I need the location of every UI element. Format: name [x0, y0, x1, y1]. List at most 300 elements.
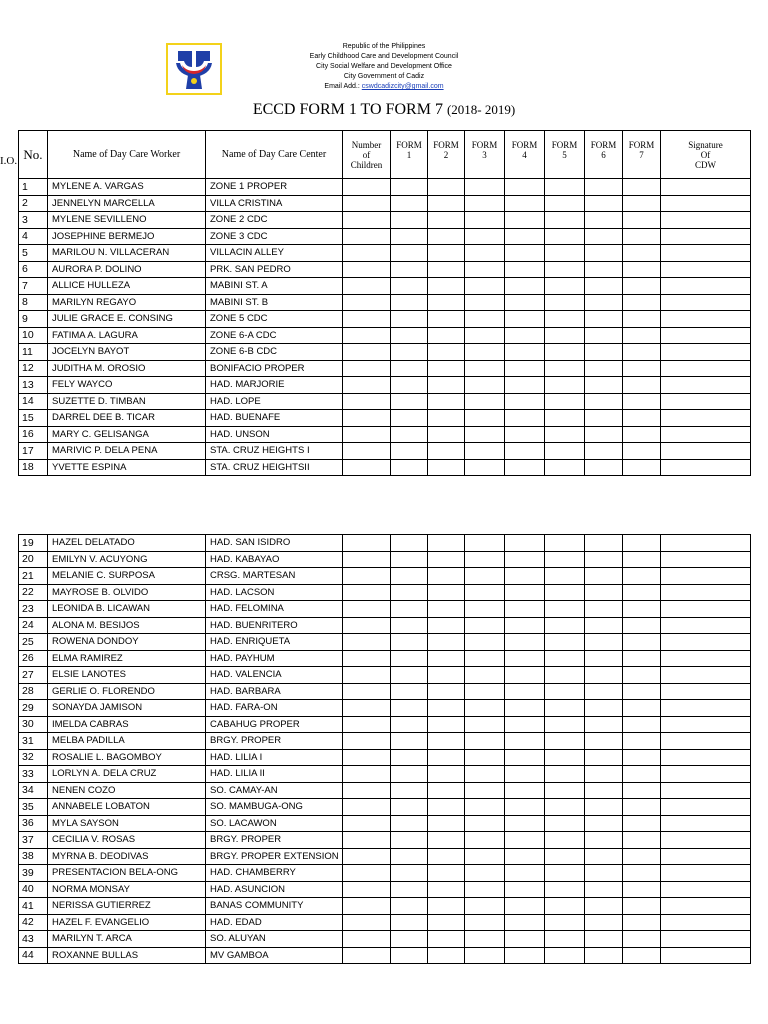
form5-cell[interactable]: [545, 568, 585, 585]
form7-cell[interactable]: [623, 865, 661, 882]
form4-cell[interactable]: [505, 749, 545, 766]
form7-cell[interactable]: [623, 551, 661, 568]
form4-cell[interactable]: [505, 426, 545, 443]
form6-cell[interactable]: [585, 278, 623, 295]
form5-cell[interactable]: [545, 931, 585, 948]
form5-cell[interactable]: [545, 634, 585, 651]
form7-cell[interactable]: [623, 426, 661, 443]
form2-cell[interactable]: [428, 601, 465, 618]
form2-cell[interactable]: [428, 799, 465, 816]
form7-cell[interactable]: [623, 749, 661, 766]
form5-cell[interactable]: [545, 716, 585, 733]
form2-cell[interactable]: [428, 815, 465, 832]
form5-cell[interactable]: [545, 733, 585, 750]
form7-cell[interactable]: [623, 584, 661, 601]
form3-cell[interactable]: [465, 832, 505, 849]
form4-cell[interactable]: [505, 212, 545, 229]
form4-cell[interactable]: [505, 898, 545, 915]
children-cell[interactable]: [343, 245, 391, 262]
form1-cell[interactable]: [391, 377, 428, 394]
form2-cell[interactable]: [428, 881, 465, 898]
form5-cell[interactable]: [545, 551, 585, 568]
form3-cell[interactable]: [465, 848, 505, 865]
form6-cell[interactable]: [585, 782, 623, 799]
form3-cell[interactable]: [465, 931, 505, 948]
form3-cell[interactable]: [465, 228, 505, 245]
form7-cell[interactable]: [623, 766, 661, 783]
form4-cell[interactable]: [505, 228, 545, 245]
form6-cell[interactable]: [585, 601, 623, 618]
form6-cell[interactable]: [585, 568, 623, 585]
children-cell[interactable]: [343, 832, 391, 849]
form4-cell[interactable]: [505, 650, 545, 667]
form1-cell[interactable]: [391, 634, 428, 651]
form6-cell[interactable]: [585, 311, 623, 328]
form2-cell[interactable]: [428, 700, 465, 717]
children-cell[interactable]: [343, 426, 391, 443]
signature-cell[interactable]: [661, 617, 751, 634]
form5-cell[interactable]: [545, 311, 585, 328]
form1-cell[interactable]: [391, 459, 428, 476]
children-cell[interactable]: [343, 683, 391, 700]
form1-cell[interactable]: [391, 551, 428, 568]
children-cell[interactable]: [343, 716, 391, 733]
children-cell[interactable]: [343, 914, 391, 931]
form6-cell[interactable]: [585, 393, 623, 410]
form7-cell[interactable]: [623, 650, 661, 667]
children-cell[interactable]: [343, 766, 391, 783]
signature-cell[interactable]: [661, 914, 751, 931]
form1-cell[interactable]: [391, 584, 428, 601]
children-cell[interactable]: [343, 459, 391, 476]
form6-cell[interactable]: [585, 195, 623, 212]
form3-cell[interactable]: [465, 311, 505, 328]
form5-cell[interactable]: [545, 848, 585, 865]
signature-cell[interactable]: [661, 650, 751, 667]
children-cell[interactable]: [343, 360, 391, 377]
form2-cell[interactable]: [428, 782, 465, 799]
children-cell[interactable]: [343, 584, 391, 601]
children-cell[interactable]: [343, 228, 391, 245]
form1-cell[interactable]: [391, 601, 428, 618]
form2-cell[interactable]: [428, 848, 465, 865]
form1-cell[interactable]: [391, 535, 428, 552]
children-cell[interactable]: [343, 815, 391, 832]
form3-cell[interactable]: [465, 195, 505, 212]
children-cell[interactable]: [343, 261, 391, 278]
children-cell[interactable]: [343, 535, 391, 552]
form7-cell[interactable]: [623, 459, 661, 476]
form3-cell[interactable]: [465, 278, 505, 295]
form7-cell[interactable]: [623, 195, 661, 212]
form5-cell[interactable]: [545, 749, 585, 766]
signature-cell[interactable]: [661, 667, 751, 684]
form5-cell[interactable]: [545, 278, 585, 295]
form3-cell[interactable]: [465, 683, 505, 700]
form6-cell[interactable]: [585, 535, 623, 552]
form3-cell[interactable]: [465, 947, 505, 964]
form1-cell[interactable]: [391, 278, 428, 295]
form7-cell[interactable]: [623, 683, 661, 700]
form3-cell[interactable]: [465, 634, 505, 651]
form3-cell[interactable]: [465, 601, 505, 618]
form6-cell[interactable]: [585, 443, 623, 460]
children-cell[interactable]: [343, 551, 391, 568]
form5-cell[interactable]: [545, 898, 585, 915]
children-cell[interactable]: [343, 377, 391, 394]
form4-cell[interactable]: [505, 311, 545, 328]
form5-cell[interactable]: [545, 815, 585, 832]
form7-cell[interactable]: [623, 914, 661, 931]
form6-cell[interactable]: [585, 377, 623, 394]
form4-cell[interactable]: [505, 443, 545, 460]
form6-cell[interactable]: [585, 294, 623, 311]
signature-cell[interactable]: [661, 245, 751, 262]
form7-cell[interactable]: [623, 931, 661, 948]
signature-cell[interactable]: [661, 360, 751, 377]
form6-cell[interactable]: [585, 716, 623, 733]
form6-cell[interactable]: [585, 766, 623, 783]
form6-cell[interactable]: [585, 931, 623, 948]
signature-cell[interactable]: [661, 393, 751, 410]
children-cell[interactable]: [343, 782, 391, 799]
signature-cell[interactable]: [661, 568, 751, 585]
form3-cell[interactable]: [465, 584, 505, 601]
form6-cell[interactable]: [585, 261, 623, 278]
form3-cell[interactable]: [465, 716, 505, 733]
form2-cell[interactable]: [428, 683, 465, 700]
form1-cell[interactable]: [391, 782, 428, 799]
signature-cell[interactable]: [661, 551, 751, 568]
form1-cell[interactable]: [391, 426, 428, 443]
form1-cell[interactable]: [391, 393, 428, 410]
form2-cell[interactable]: [428, 535, 465, 552]
form4-cell[interactable]: [505, 782, 545, 799]
children-cell[interactable]: [343, 195, 391, 212]
form1-cell[interactable]: [391, 443, 428, 460]
signature-cell[interactable]: [661, 228, 751, 245]
form4-cell[interactable]: [505, 245, 545, 262]
form6-cell[interactable]: [585, 584, 623, 601]
signature-cell[interactable]: [661, 327, 751, 344]
form4-cell[interactable]: [505, 568, 545, 585]
form4-cell[interactable]: [505, 601, 545, 618]
form4-cell[interactable]: [505, 931, 545, 948]
form5-cell[interactable]: [545, 601, 585, 618]
form6-cell[interactable]: [585, 733, 623, 750]
form7-cell[interactable]: [623, 360, 661, 377]
signature-cell[interactable]: [661, 683, 751, 700]
form4-cell[interactable]: [505, 535, 545, 552]
form1-cell[interactable]: [391, 327, 428, 344]
form1-cell[interactable]: [391, 568, 428, 585]
form1-cell[interactable]: [391, 344, 428, 361]
form4-cell[interactable]: [505, 551, 545, 568]
form5-cell[interactable]: [545, 228, 585, 245]
signature-cell[interactable]: [661, 426, 751, 443]
form2-cell[interactable]: [428, 459, 465, 476]
form1-cell[interactable]: [391, 865, 428, 882]
form6-cell[interactable]: [585, 327, 623, 344]
form4-cell[interactable]: [505, 634, 545, 651]
form5-cell[interactable]: [545, 667, 585, 684]
form1-cell[interactable]: [391, 700, 428, 717]
signature-cell[interactable]: [661, 898, 751, 915]
form1-cell[interactable]: [391, 179, 428, 196]
form4-cell[interactable]: [505, 667, 545, 684]
signature-cell[interactable]: [661, 881, 751, 898]
form2-cell[interactable]: [428, 568, 465, 585]
children-cell[interactable]: [343, 947, 391, 964]
form2-cell[interactable]: [428, 716, 465, 733]
form5-cell[interactable]: [545, 683, 585, 700]
form5-cell[interactable]: [545, 195, 585, 212]
form5-cell[interactable]: [545, 782, 585, 799]
form2-cell[interactable]: [428, 344, 465, 361]
children-cell[interactable]: [343, 393, 391, 410]
children-cell[interactable]: [343, 848, 391, 865]
signature-cell[interactable]: [661, 700, 751, 717]
form7-cell[interactable]: [623, 535, 661, 552]
form3-cell[interactable]: [465, 535, 505, 552]
form6-cell[interactable]: [585, 634, 623, 651]
form3-cell[interactable]: [465, 393, 505, 410]
form4-cell[interactable]: [505, 815, 545, 832]
signature-cell[interactable]: [661, 947, 751, 964]
form2-cell[interactable]: [428, 294, 465, 311]
form4-cell[interactable]: [505, 683, 545, 700]
form1-cell[interactable]: [391, 799, 428, 816]
form3-cell[interactable]: [465, 261, 505, 278]
signature-cell[interactable]: [661, 344, 751, 361]
form6-cell[interactable]: [585, 914, 623, 931]
form7-cell[interactable]: [623, 898, 661, 915]
form7-cell[interactable]: [623, 311, 661, 328]
form6-cell[interactable]: [585, 832, 623, 849]
form7-cell[interactable]: [623, 377, 661, 394]
form7-cell[interactable]: [623, 294, 661, 311]
form6-cell[interactable]: [585, 228, 623, 245]
children-cell[interactable]: [343, 898, 391, 915]
form1-cell[interactable]: [391, 195, 428, 212]
form3-cell[interactable]: [465, 782, 505, 799]
form6-cell[interactable]: [585, 848, 623, 865]
signature-cell[interactable]: [661, 459, 751, 476]
form6-cell[interactable]: [585, 683, 623, 700]
children-cell[interactable]: [343, 294, 391, 311]
children-cell[interactable]: [343, 865, 391, 882]
form1-cell[interactable]: [391, 617, 428, 634]
signature-cell[interactable]: [661, 815, 751, 832]
form7-cell[interactable]: [623, 212, 661, 229]
form1-cell[interactable]: [391, 212, 428, 229]
form4-cell[interactable]: [505, 195, 545, 212]
form5-cell[interactable]: [545, 584, 585, 601]
form6-cell[interactable]: [585, 881, 623, 898]
form4-cell[interactable]: [505, 459, 545, 476]
children-cell[interactable]: [343, 700, 391, 717]
form3-cell[interactable]: [465, 898, 505, 915]
signature-cell[interactable]: [661, 179, 751, 196]
form7-cell[interactable]: [623, 568, 661, 585]
form5-cell[interactable]: [545, 766, 585, 783]
form5-cell[interactable]: [545, 410, 585, 427]
form3-cell[interactable]: [465, 799, 505, 816]
form5-cell[interactable]: [545, 914, 585, 931]
children-cell[interactable]: [343, 799, 391, 816]
form7-cell[interactable]: [623, 601, 661, 618]
form6-cell[interactable]: [585, 212, 623, 229]
children-cell[interactable]: [343, 443, 391, 460]
children-cell[interactable]: [343, 650, 391, 667]
children-cell[interactable]: [343, 617, 391, 634]
signature-cell[interactable]: [661, 410, 751, 427]
form4-cell[interactable]: [505, 766, 545, 783]
form1-cell[interactable]: [391, 410, 428, 427]
form2-cell[interactable]: [428, 212, 465, 229]
children-cell[interactable]: [343, 749, 391, 766]
form5-cell[interactable]: [545, 535, 585, 552]
form5-cell[interactable]: [545, 865, 585, 882]
form1-cell[interactable]: [391, 766, 428, 783]
signature-cell[interactable]: [661, 865, 751, 882]
form6-cell[interactable]: [585, 947, 623, 964]
form5-cell[interactable]: [545, 799, 585, 816]
form2-cell[interactable]: [428, 898, 465, 915]
form1-cell[interactable]: [391, 898, 428, 915]
form3-cell[interactable]: [465, 766, 505, 783]
form1-cell[interactable]: [391, 311, 428, 328]
form3-cell[interactable]: [465, 327, 505, 344]
signature-cell[interactable]: [661, 195, 751, 212]
form7-cell[interactable]: [623, 947, 661, 964]
form6-cell[interactable]: [585, 749, 623, 766]
form7-cell[interactable]: [623, 617, 661, 634]
form5-cell[interactable]: [545, 947, 585, 964]
form7-cell[interactable]: [623, 443, 661, 460]
form4-cell[interactable]: [505, 617, 545, 634]
form5-cell[interactable]: [545, 393, 585, 410]
form3-cell[interactable]: [465, 426, 505, 443]
form4-cell[interactable]: [505, 584, 545, 601]
form7-cell[interactable]: [623, 848, 661, 865]
signature-cell[interactable]: [661, 443, 751, 460]
form6-cell[interactable]: [585, 360, 623, 377]
form1-cell[interactable]: [391, 914, 428, 931]
form6-cell[interactable]: [585, 667, 623, 684]
form5-cell[interactable]: [545, 245, 585, 262]
form7-cell[interactable]: [623, 733, 661, 750]
signature-cell[interactable]: [661, 832, 751, 849]
signature-cell[interactable]: [661, 848, 751, 865]
form2-cell[interactable]: [428, 245, 465, 262]
form3-cell[interactable]: [465, 865, 505, 882]
form7-cell[interactable]: [623, 278, 661, 295]
form4-cell[interactable]: [505, 327, 545, 344]
form2-cell[interactable]: [428, 426, 465, 443]
form2-cell[interactable]: [428, 667, 465, 684]
signature-cell[interactable]: [661, 294, 751, 311]
children-cell[interactable]: [343, 931, 391, 948]
form2-cell[interactable]: [428, 832, 465, 849]
children-cell[interactable]: [343, 212, 391, 229]
form7-cell[interactable]: [623, 881, 661, 898]
form4-cell[interactable]: [505, 294, 545, 311]
form5-cell[interactable]: [545, 179, 585, 196]
form6-cell[interactable]: [585, 799, 623, 816]
form2-cell[interactable]: [428, 733, 465, 750]
form7-cell[interactable]: [623, 782, 661, 799]
signature-cell[interactable]: [661, 799, 751, 816]
form5-cell[interactable]: [545, 881, 585, 898]
form7-cell[interactable]: [623, 832, 661, 849]
form5-cell[interactable]: [545, 377, 585, 394]
form4-cell[interactable]: [505, 848, 545, 865]
form1-cell[interactable]: [391, 261, 428, 278]
form7-cell[interactable]: [623, 261, 661, 278]
email-link[interactable]: cswdcadizcity@gmail.com: [361, 83, 444, 90]
children-cell[interactable]: [343, 634, 391, 651]
form1-cell[interactable]: [391, 245, 428, 262]
form5-cell[interactable]: [545, 617, 585, 634]
form6-cell[interactable]: [585, 898, 623, 915]
form5-cell[interactable]: [545, 294, 585, 311]
form4-cell[interactable]: [505, 410, 545, 427]
form4-cell[interactable]: [505, 865, 545, 882]
children-cell[interactable]: [343, 733, 391, 750]
children-cell[interactable]: [343, 278, 391, 295]
form5-cell[interactable]: [545, 459, 585, 476]
children-cell[interactable]: [343, 327, 391, 344]
form7-cell[interactable]: [623, 716, 661, 733]
form1-cell[interactable]: [391, 294, 428, 311]
form7-cell[interactable]: [623, 667, 661, 684]
signature-cell[interactable]: [661, 634, 751, 651]
signature-cell[interactable]: [661, 311, 751, 328]
form2-cell[interactable]: [428, 634, 465, 651]
signature-cell[interactable]: [661, 212, 751, 229]
form3-cell[interactable]: [465, 360, 505, 377]
form4-cell[interactable]: [505, 947, 545, 964]
children-cell[interactable]: [343, 667, 391, 684]
form6-cell[interactable]: [585, 426, 623, 443]
form3-cell[interactable]: [465, 667, 505, 684]
form1-cell[interactable]: [391, 815, 428, 832]
form1-cell[interactable]: [391, 650, 428, 667]
form2-cell[interactable]: [428, 766, 465, 783]
form7-cell[interactable]: [623, 327, 661, 344]
children-cell[interactable]: [343, 410, 391, 427]
form2-cell[interactable]: [428, 261, 465, 278]
form6-cell[interactable]: [585, 344, 623, 361]
form3-cell[interactable]: [465, 617, 505, 634]
form4-cell[interactable]: [505, 344, 545, 361]
form1-cell[interactable]: [391, 832, 428, 849]
form6-cell[interactable]: [585, 700, 623, 717]
form2-cell[interactable]: [428, 393, 465, 410]
children-cell[interactable]: [343, 881, 391, 898]
form7-cell[interactable]: [623, 410, 661, 427]
form7-cell[interactable]: [623, 634, 661, 651]
form2-cell[interactable]: [428, 360, 465, 377]
form6-cell[interactable]: [585, 815, 623, 832]
form3-cell[interactable]: [465, 650, 505, 667]
form6-cell[interactable]: [585, 459, 623, 476]
form3-cell[interactable]: [465, 749, 505, 766]
form2-cell[interactable]: [428, 327, 465, 344]
children-cell[interactable]: [343, 179, 391, 196]
form4-cell[interactable]: [505, 716, 545, 733]
